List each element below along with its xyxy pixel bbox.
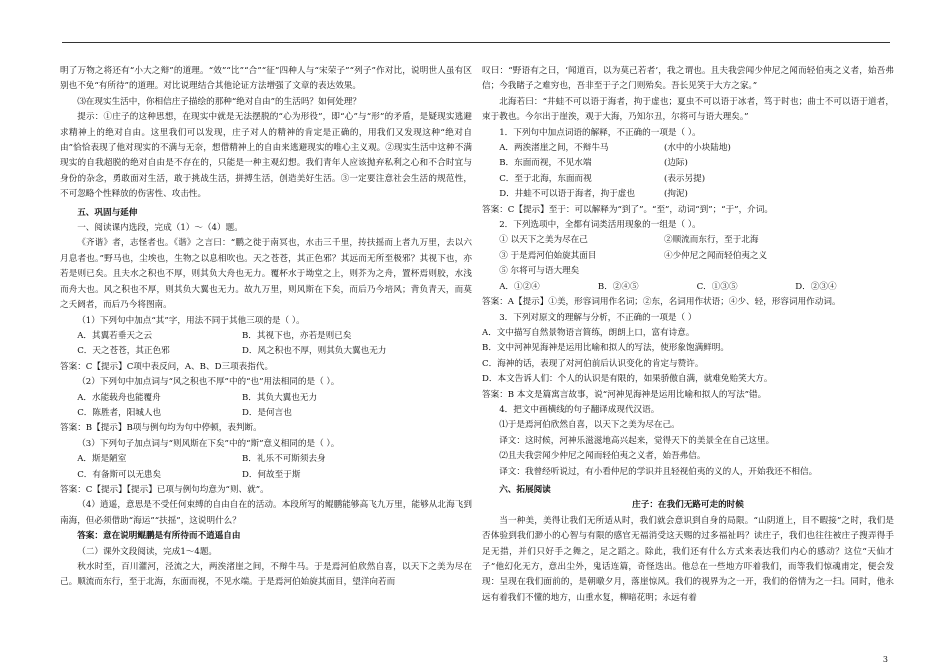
option: A．斯是陋室 bbox=[77, 454, 127, 465]
page-number: 3 bbox=[882, 655, 888, 664]
question: 3．下列对原文的理解与分析，不正确的一项是（ ） bbox=[499, 312, 697, 323]
instruction: （二）课外文段阅读，完成1～4题。 bbox=[77, 546, 218, 557]
option: C．①③⑤ bbox=[696, 281, 738, 292]
answer: 答案：B【提示】B项与例句均为句中停顿，表判断。 bbox=[60, 423, 262, 434]
answer: 答案：C【提示】至于：可以解释为“到了”。“至”，动词“到”；“于”，介词。 bbox=[482, 204, 773, 215]
options-row bbox=[482, 156, 894, 171]
section-heading: 五、巩固与延伸 bbox=[77, 207, 138, 218]
option: C．陈胜者，阳城人也 bbox=[77, 407, 162, 418]
question: ⑶在现实生活中，你相信庄子描绘的那种“绝对自由”的生活吗？如何处理？ bbox=[77, 96, 361, 107]
essay: 当一种美，美得让我们无所适从时，我们就会意识到自身的局限。“山阴道上，目不暇接”之时，我们是否体验到我们渺小的心智与有限的感官无福消受这天赐的过多福祉吗？读庄子，我们也往往被庄子搜弄得手足无措，并们只好手之舞之，足之蹈之。除此，我们还有什么方式来表达我们内心的感动？这位“天仙才子”他幻化无方，意出尘外，鬼话连篇，奇怪迭出。他总在一些地方吓着我们，而等我们惊魂甫定，便会发现：呈现在我们面前的，是朝暾夕月，落崖惊风。我们的视界为之一开，我们的俗情为之一扫。同时，他永远有着我们不懂的地方，山重水复，柳暗花明；永远有着 bbox=[482, 515, 894, 603]
options-row bbox=[60, 329, 472, 344]
option-gloss: (拘泥) bbox=[663, 189, 688, 200]
question: （2）下列句中加点词与“风之积也不厚”中的“也”用法相同的是（ ）。 bbox=[77, 377, 340, 388]
option: D．风之积也不厚，则其负大翼也无力 bbox=[241, 346, 387, 357]
paragraph: 明了万物之将还有“小大之辩”的道理。“效”“比”“合”“征”四种人与“宋荣子”“列子”作对比，说明世人虽有区别也不免“有所待”的道理。对比说理结合其他论证方法增强了文章的表达效果。 bbox=[60, 66, 472, 92]
left-column bbox=[60, 64, 472, 591]
translation: 译文：我曾经听说过，有小看仲尼的学识并且轻视伯夷的义的人，开始我还不相信。 bbox=[499, 466, 818, 477]
options-row bbox=[60, 391, 472, 406]
answer: 答案：C【提示】【提示】已项与例句均意为“则、就”。 bbox=[60, 484, 269, 495]
option: C．海神的话，表现了对河伯前后认识变化的肯定与赞许。 bbox=[482, 358, 704, 369]
passage: 北海若曰：“井蛙不可以语于海者，拘于虚也；夏虫不可以语于冰者，笃于时也；曲士不可以语于道者，束于教也。今尔出于崖涘，观于大海，乃知尔丑，尔将可与语大理矣。” bbox=[482, 96, 894, 123]
option: D．是何言也 bbox=[241, 407, 292, 418]
hint: 提示：①庄子的这种思想，在现实中就是无法摆脱的“心为形役”，即“心”与“形”的矛盾，是疑现实逃避求精神上的绝对自由。这里我们可以发现，庄子对人的精神的肯定是正确的，用我们又发现这种“绝对自由”恰恰表现了他对现实的不满与无奈，想借精神上的自由来逃避现实的唯心主义观。②现实生活中这种不满现实的自我超脱的绝对自由是不存在的，只能是一种主观幻想。我们青年人应该抛弃私利之心和不合时宜与身份的杂念，勇敢面对生活，敢于挑战生活，拼搏生活，创造美好生活。③一定要注意社会生活的规范性，不可忽略个性释放的伤害性、攻击性。 bbox=[60, 112, 472, 200]
option-gloss: (表示另提) bbox=[663, 173, 706, 184]
sentence: ⑵且夫我尝闻少仲尼之闻而轻伯夷之义者，始吾弗信。 bbox=[499, 451, 706, 462]
options-row bbox=[60, 406, 472, 421]
options-row bbox=[60, 468, 472, 483]
answer: 答案：意在说明鲲鹏是有所待而不逍遥自由 bbox=[77, 531, 241, 542]
passage: 叹曰：“野语有之曰，‘闻道百，以为莫己若者’，我之谓也。且夫我尝闻少仲尼之闻而轻伯夷之义者，始吾弗信；今我睹子之难穷也，吾非至于子之门则殆矣。吾长见笑于大方之家。” bbox=[482, 66, 894, 92]
option: B．②④⑤ bbox=[597, 281, 639, 292]
options-row bbox=[60, 344, 472, 359]
header-rule bbox=[62, 42, 890, 43]
instruction: 一、阅读课内选段，完成（1）～（4）题。 bbox=[77, 223, 243, 234]
options-row bbox=[60, 452, 472, 467]
translation: 译文：这时候，河神乐滋滋地高兴起来，觉得天下的美景全在自己这里。 bbox=[499, 435, 775, 446]
option-gloss: (边际) bbox=[663, 158, 688, 169]
question: （4）逍遥，意思是不受任何束缚的自由自在的活动。本段所写的鲲鹏能够高飞九万里，能够从北海飞到南海，但必须借助“海运”“扶摇”，这说明什么？ bbox=[60, 500, 472, 526]
option: B．其负大翼也无力 bbox=[241, 392, 318, 403]
option: B．礼乐不可斯须去身 bbox=[241, 454, 326, 465]
item: ③ 于是焉河伯始旋其面目 bbox=[499, 250, 597, 261]
option: D．何故至于斯 bbox=[241, 469, 301, 480]
essay-title: 庄子：在我们无路可走的时候 bbox=[632, 500, 744, 511]
option: B．东面而视，不见水端 bbox=[499, 158, 592, 169]
right-column bbox=[482, 64, 894, 606]
item: ⑤ 尔将可与语大理矣 bbox=[499, 266, 580, 277]
option: A．文中描写自然景物语言简练，朗朗上口，富有诗意。 bbox=[482, 327, 695, 338]
passage: 《齐谐》者，志怪者也。《谐》之言曰：“鹏之徙于南冥也，水击三千里，抟扶摇而上者九万里，去以六月息者也。”野马也，尘埃也，生物之以息相吹也。天之苍苍，其正色邪？其远而无所至极邪？其视下也，亦若是则已矣。且夫水之积也不厚，则其负大舟也无力。覆杯水于坳堂之上，则芥为之舟，置杯焉则胶，水浅而舟大也。风之积也不厚，则其负大翼也无力。故九万里，则风斯在下矣，而后乃今培风；背负青天，而莫之夭阏者，而后乃今将图南。 bbox=[60, 238, 472, 311]
question: 4．把文中画横线的句子翻译成现代汉语。 bbox=[499, 404, 660, 415]
option: D．②③④ bbox=[795, 281, 837, 292]
item: ① 以天下之美为尽在己 bbox=[499, 235, 588, 246]
options-row bbox=[482, 249, 894, 264]
question: （1）下列句中加点“其”字，用法不同于其他三项的是（ ）。 bbox=[77, 315, 305, 326]
option: C．天之苍苍，其正色邪 bbox=[77, 346, 170, 357]
options-row bbox=[482, 187, 894, 202]
item: ②顺流而东行，至于北海 bbox=[663, 235, 759, 246]
answer: 答案：A【提示】①美，形容词用作名词；②东，名词用作状语；④少、轻，形容词用作动词。 bbox=[482, 297, 841, 308]
option: D．井蛙不可以语于海者，拘于虚也 bbox=[499, 189, 635, 200]
section-heading: 六、拓展阅读 bbox=[499, 484, 551, 495]
question: 1．下列句中加点词语的解释，不正确的一项是（ ）。 bbox=[499, 127, 701, 138]
option: A．水能载舟也能覆舟 bbox=[77, 392, 161, 403]
option: A．①②④ bbox=[499, 281, 540, 292]
option: C．有备斯可以无患矣 bbox=[77, 469, 162, 480]
answer: 答案：B 本文是篇寓言故事，说“河神见海神是运用比喻和拟人的写法”错。 bbox=[482, 389, 767, 400]
options-row bbox=[482, 172, 894, 187]
option-gloss: (水中的小块陆地) bbox=[663, 143, 731, 154]
item: ④少仲尼之闻而轻伯夷之义 bbox=[663, 250, 768, 261]
option: D．本文告诉人们：个人的认识是有限的，如果骄傲自满，就难免贻笑大方。 bbox=[482, 374, 773, 385]
option: C．至于北海，东面而视 bbox=[499, 173, 592, 184]
options-row bbox=[482, 141, 894, 156]
question: （3）下列句子加点词与“则风斯在下矣”中的“斯”意义相同的是（ ）。 bbox=[77, 438, 340, 449]
options-row bbox=[482, 280, 894, 295]
passage: 秋水时至，百川灌河，泾流之大，两涘渚崖之间，不辩牛马。于是焉河伯欣然自喜，以天下之美为尽在己。顺流而东行，至于北海，东面而视，不见水端。于是焉河伯始旋其面目，望洋向若而 bbox=[60, 562, 472, 588]
sentence: ⑴于是焉河伯欣然自喜，以天下之美为尽在己。 bbox=[499, 420, 680, 431]
option: A．其翼若垂天之云 bbox=[77, 330, 153, 341]
question: 2．下列选项中，全都有词类活用现象的一组是（ ）。 bbox=[499, 220, 701, 231]
option: B．文中河神见海神是运用比喻和拟人的写法，使形象饱满鲜明。 bbox=[482, 343, 729, 354]
option: B．其视下也，亦若是则已矣 bbox=[241, 330, 352, 341]
option: A．两涘渚崖之间，不辩牛马 bbox=[499, 143, 609, 154]
answer: 答案：C【提示】C项中表反问，A、B、D三项表指代。 bbox=[60, 361, 274, 372]
options-row bbox=[482, 233, 894, 248]
